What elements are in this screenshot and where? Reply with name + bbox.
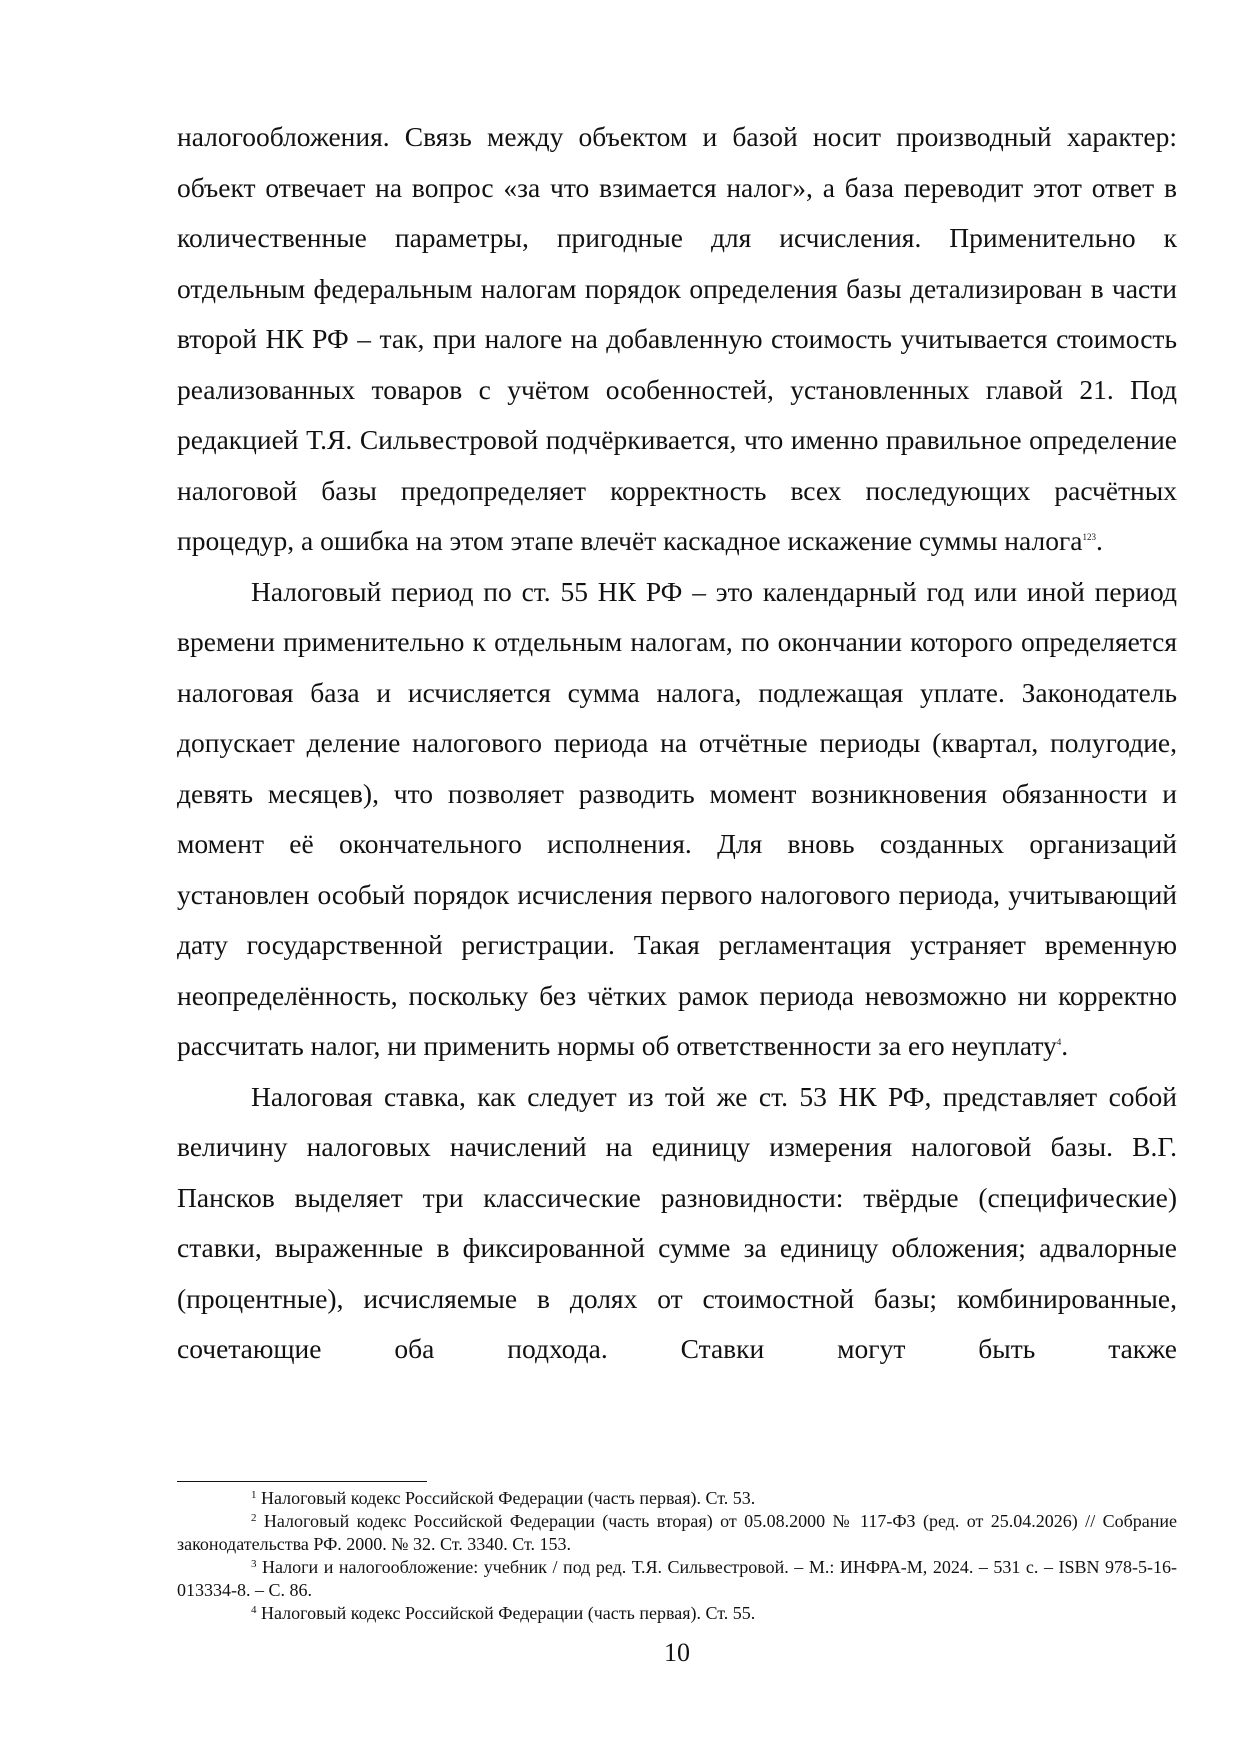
footnote-text: Налоговый кодекс Российской Федерации (часть первая). Ст. 55. — [261, 1603, 756, 1623]
footnote-number: 3 — [251, 1558, 257, 1570]
footnote-text: Налоги и налогообложение: учебник / под ред. Т.Я. Сильвестровой. – М.: ИНФРА-М, 2024. – 531 с. – ISBN 978-5-16-013334-8. – С. 86. — [177, 1557, 1177, 1600]
footnote-number: 2 — [251, 1512, 257, 1524]
footnote-reference: 4 — [1056, 1037, 1062, 1047]
footnote-text: Налоговый кодекс Российской Федерации (часть вторая) от 05.08.2000 № 117-ФЗ (ред. от 25.04.2026) // Собрание законодательства РФ. 2000. № 32. Ст. 3340. Ст. 153. — [177, 1511, 1177, 1554]
paragraph-text: Налоговый период по ст. 55 НК РФ – это календарный год или иной период времени применительно к отдельным налогам, по окончании которого определяется налоговая база и исчисляется сумма налога, подлежащая уплате. Законодатель допускает деление налогового периода на отчётные периоды (квартал, полугодие, девять месяцев), что позволяет разводить момент возникновения обязанности и момент её окончательного исполнения. Для вновь созданных организаций установлен особый порядок исчисления первого налогового периода, учитывающий дату государственной регистрации. Такая регламентация устраняет временную неопределённость, поскольку без чётких рамок периода невозможно ни корректно рассчитать налог, ни применить нормы об ответственности за его неуплату — [177, 575, 1177, 1061]
footnote-number: 4 — [251, 1604, 257, 1616]
paragraph-continued — [177, 112, 1177, 567]
footnote-2 — [177, 1510, 1177, 1556]
footnotes — [177, 1487, 1177, 1625]
footnote-4 — [177, 1602, 1177, 1625]
paragraph-tax-rate — [177, 1072, 1177, 1375]
paragraph-end: . — [1095, 525, 1103, 556]
page-number: 10 — [664, 1638, 690, 1667]
paragraph-text: Налоговая ставка, как следует из той же ст. 53 НК РФ, представляет собой величину налоговых начислений на единицу измерения налоговой базы. В.Г. Пансков выделяет три классические разновидности: твёрдые (специфические) ставки, выраженные в фиксированной сумме за единицу обложения; адвалорные (процентные), исчисляемые в долях от стоимостной базы; комбинированные, сочетающие оба подхода. Ставки могут быть также — [177, 1080, 1177, 1364]
paragraph-end: . — [1061, 1030, 1069, 1061]
footnote-text: Налоговый кодекс Российской Федерации (часть первая). Ст. 53. — [261, 1488, 756, 1508]
footnote-1 — [177, 1487, 1177, 1510]
paragraph-text: налогообложения. Связь между объектом и базой носит производный характер: объект отвечает на вопрос «за что взимается налог», а база переводит этот ответ в количественные параметры, пригодные для исчисления. Применительно к отдельным федеральным налогам порядок определения базы детализирован в части второй НК РФ – так, при налоге на добавленную стоимость учитывается стоимость реализованных товаров с учётом особенностей, установленных главой 21. Под редакцией Т.Я. Сильвестровой подчёркивается, что именно правильное определение налоговой базы предопределяет корректность всех последующих расчётных процедур, а ошибка на этом этапе влечёт каскадное искажение суммы налога — [177, 121, 1177, 556]
body-text — [177, 112, 1177, 1375]
footnote-reference: 123 — [1082, 532, 1096, 542]
footnote-3 — [177, 1556, 1177, 1602]
paragraph-tax-period — [177, 567, 1177, 1072]
footnote-separator — [177, 1481, 427, 1482]
footnote-number: 1 — [251, 1489, 257, 1501]
